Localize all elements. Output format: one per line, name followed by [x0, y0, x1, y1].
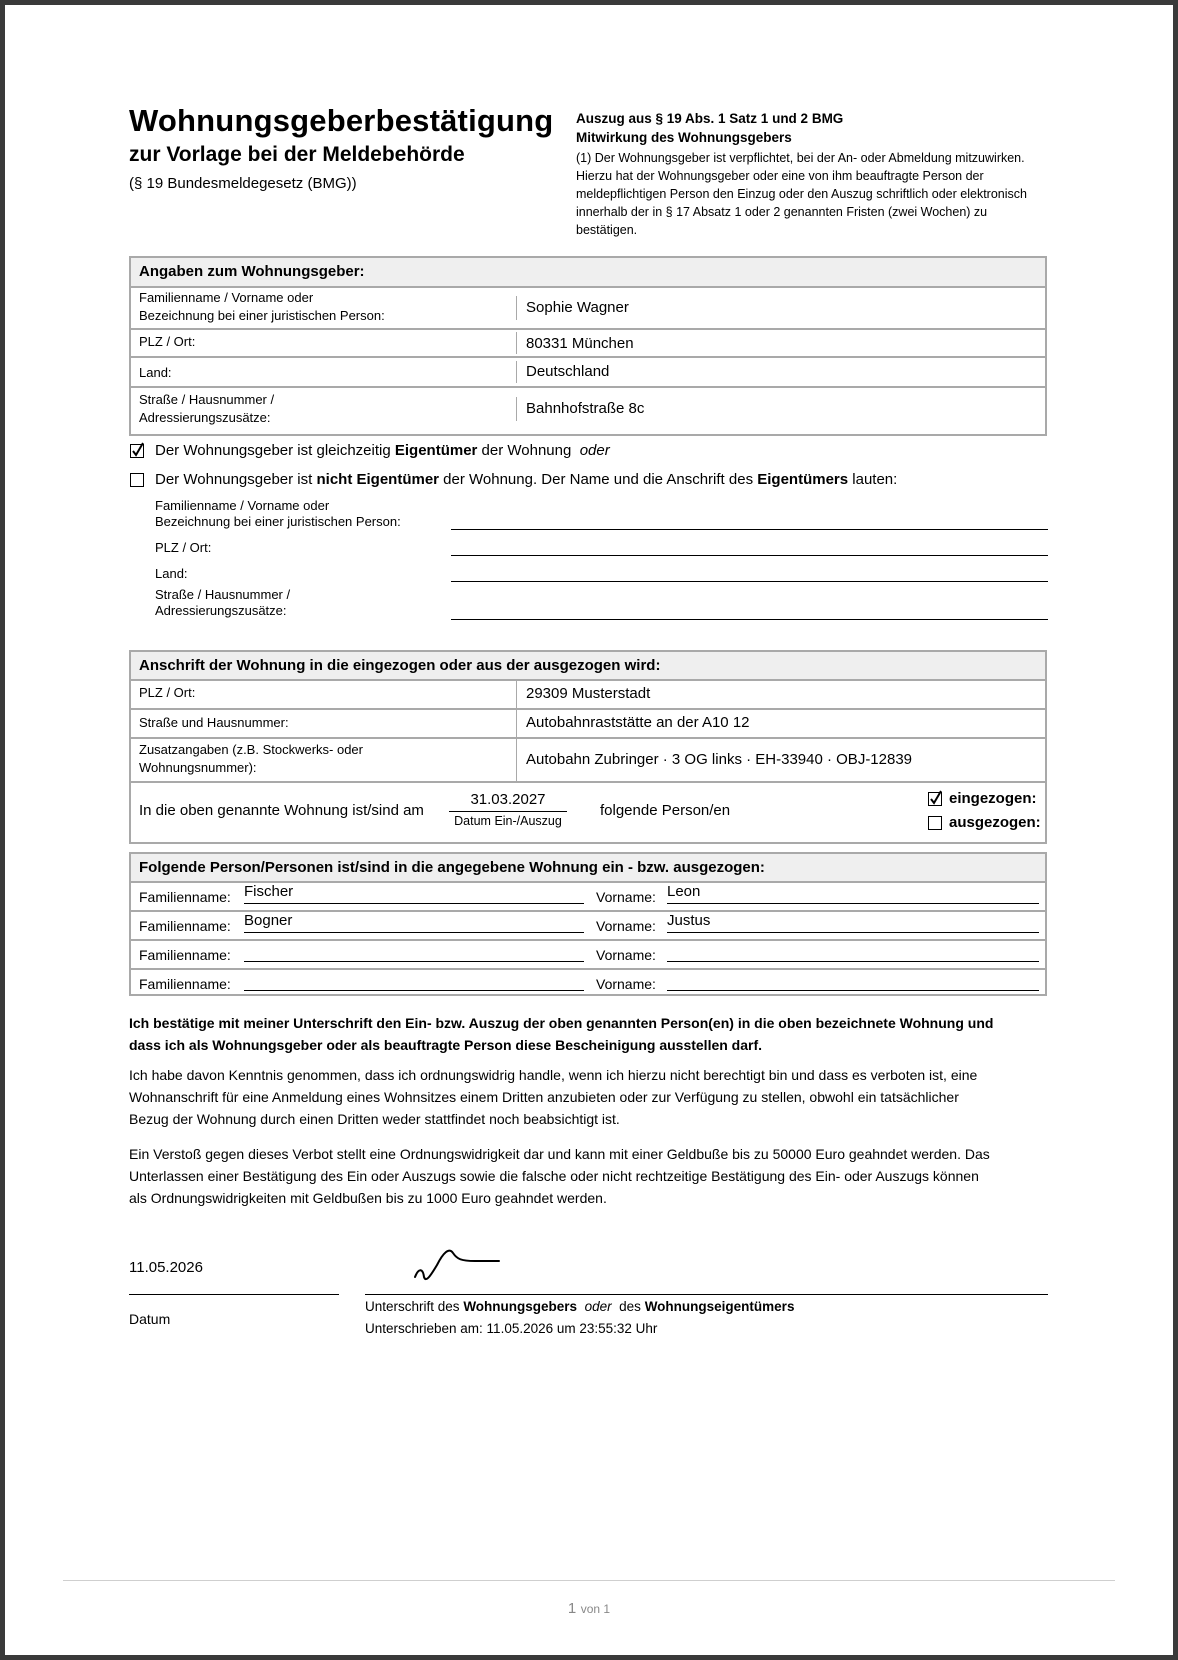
landlord-street-row: [131, 386, 1045, 434]
moved-in-label: eingezogen:: [949, 790, 1037, 807]
confirmation-paragraph-2: Ein Verstoß gegen dieses Verbot stellt eine Ordnungswidrigkeit dar und kann mit einer Geldbuße bis zu 50000 Euro geahndet werden. Das Unterlassen einer Bestätigung des Ein oder Auszugs sowie die falsche oder nicht rechtzeitige Bestätigung des Ein- oder Auszugs können als Ordnungswidrigkeiten mit Geldbußen bis zu 1000 Euro geahndet werden.: [129, 1146, 990, 1206]
apartment-extra-label: Zusatzangaben (z.B. Stockwerks- oder Wohnungsnummer):: [139, 742, 363, 775]
excerpt-line: (1) Der Wohnungsgeber ist verpflichtet, bei der An- oder Abmeldung mitzuwirken.: [576, 151, 1025, 165]
excerpt-line: meldepflichtigen Person den Einzug oder den Auszug schriftlich oder elektronisch: [576, 187, 1027, 201]
landlord-name-value: Sophie Wagner: [526, 299, 629, 316]
owner-country-field[interactable]: [451, 581, 1048, 582]
landlord-plz-row: [131, 328, 1045, 356]
law-reference: (§ 19 Bundesmeldegesetz (BMG)): [129, 175, 357, 192]
lastname-field[interactable]: [244, 961, 584, 962]
lastname-label: Familienname:: [139, 918, 231, 934]
signed-at-text: Unterschrieben am: 11.05.2026 um 23:55:32 Uhr: [365, 1321, 658, 1336]
firstname-field[interactable]: [667, 903, 1039, 904]
document-subtitle: zur Vorlage bei der Meldebehörde: [129, 143, 465, 166]
person-row: [131, 910, 1045, 939]
lastname-value: Bogner: [244, 912, 293, 929]
signature-field[interactable]: [365, 1294, 1048, 1295]
signature-label: Unterschrift des Wohnungsgebers oder des Wohnungseigentümers: [365, 1299, 795, 1314]
not-owner-statement: Der Wohnungsgeber ist nicht Eigentümer der Wohnung. Der Name und die Anschrift des Eigentümers lauten:: [155, 471, 898, 488]
moved-out-checkbox[interactable]: [928, 816, 942, 830]
firstname-value: Leon: [667, 883, 701, 900]
firstname-label: Vorname:: [596, 889, 656, 905]
landlord-section: [129, 256, 1047, 436]
owner-street-label: Straße / Hausnummer / Adressierungszusätze:: [155, 587, 291, 618]
confirmation-paragraph-1: Ich habe davon Kenntnis genommen, dass ich ordnungswidrig handle, wenn ich hierzu nicht berechtigt bin und dass es verboten ist, eine Wohnanschrift für eine Anmeldung eines Wohnsitzes einem Dritten anzubieten oder zur Verfügung zu stellen, obwohl ein tatsächlicher Bezug der Wohnung durch einen Dritten weder stattfindet noch beabsichtigt ist.: [129, 1067, 978, 1127]
landlord-name-label: Familienname / Vorname oder Bezeichnung bei einer juristischen Person:: [139, 290, 385, 323]
firstname-value: Justus: [667, 912, 711, 929]
landlord-name-row: [131, 286, 1045, 328]
persons-heading: Folgende Person/Personen ist/sind in die angegebene Wohnung ein - bzw. ausgezogen:: [131, 854, 1045, 881]
owner-plz-label: PLZ / Ort:: [155, 540, 212, 555]
apartment-plz-value: 29309 Musterstadt: [526, 685, 651, 702]
owner-name-field[interactable]: [451, 529, 1048, 530]
firstname-label: Vorname:: [596, 976, 656, 992]
move-date-field[interactable]: [449, 811, 567, 812]
landlord-street-value: Bahnhofstraße 8c: [526, 400, 645, 417]
lastname-label: Familienname:: [139, 947, 231, 963]
owner-country-label: Land:: [155, 566, 188, 581]
excerpt-title-2: Mitwirkung des Wohnungsgebers: [576, 130, 792, 145]
excerpt-line: innerhalb der in § 17 Absatz 1 oder 2 genannten Fristen (zwei Wochen) zu: [576, 205, 988, 219]
apartment-plz-row: [131, 679, 1045, 708]
confirmation-statement: Ich bestätige mit meiner Unterschrift den Ein- bzw. Auszug der oben genannten Person(en) in die oben bezeichnete Wohnung und dass ich als Wohnungsgeber oder als beauftragte Person diese Bescheinigung ausstellen darf.: [129, 1015, 994, 1053]
excerpt-title-1: Auszug aus § 19 Abs. 1 Satz 1 und 2 BMG: [576, 111, 844, 126]
landlord-plz-value: 80331 München: [526, 335, 634, 352]
owner-street-field[interactable]: [451, 619, 1048, 620]
excerpt-line: Hierzu hat der Wohnungsgeber oder eine von ihm beauftragte Person der: [576, 169, 984, 183]
owner-statement: Der Wohnungsgeber ist gleichzeitig Eigentümer der Wohnung oder: [155, 442, 610, 459]
lastname-field[interactable]: [244, 903, 584, 904]
apartment-section: [129, 650, 1047, 844]
landlord-plz-label: PLZ / Ort:: [139, 334, 196, 349]
apartment-street-row: [131, 708, 1045, 737]
page-of: von 1: [580, 1602, 611, 1616]
not-owner-checkbox[interactable]: [130, 473, 144, 487]
firstname-field[interactable]: [667, 990, 1039, 991]
signature-date-value: 11.05.2026: [129, 1259, 203, 1276]
excerpt-line: bestätigen.: [576, 223, 638, 237]
apartment-extra-value: Autobahn Zubringer · 3 OG links · EH-33940 · OBJ-12839: [526, 751, 913, 768]
move-date-value: 31.03.2027: [470, 791, 546, 808]
page-number: 1: [567, 1600, 577, 1617]
firstname-label: Vorname:: [596, 947, 656, 963]
signature-date-label: Datum: [129, 1311, 171, 1327]
owner-name-label: Familienname / Vorname oder Bezeichnung bei einer juristischen Person:: [155, 498, 401, 529]
footer-divider: [63, 1580, 1115, 1581]
apartment-plz-label: PLZ / Ort:: [139, 685, 196, 700]
handwritten-signature: [405, 1243, 505, 1287]
lastname-field[interactable]: [244, 932, 584, 933]
moved-out-label: ausgezogen:: [949, 814, 1041, 831]
excerpt-text: [576, 149, 1056, 239]
move-text-2: folgende Person/en: [600, 802, 731, 819]
lastname-value: Fischer: [244, 883, 294, 900]
lastname-field[interactable]: [244, 990, 584, 991]
move-text-1: In die oben genannte Wohnung ist/sind am: [139, 802, 424, 819]
owner-plz-field[interactable]: [451, 555, 1048, 556]
apartment-street-value: Autobahnraststätte an der A10 12: [526, 714, 750, 731]
landlord-country-label: Land:: [139, 365, 172, 380]
page-indicator: [5, 1600, 1173, 1618]
document-page: [5, 5, 1173, 1655]
landlord-country-row: [131, 356, 1045, 386]
landlord-country-value: Deutschland: [526, 363, 610, 380]
apartment-extra-row: [131, 737, 1045, 781]
move-row: [131, 781, 1045, 842]
firstname-field[interactable]: [667, 932, 1039, 933]
owner-checkbox[interactable]: [130, 444, 144, 458]
person-row: [131, 881, 1045, 910]
person-row: [131, 939, 1045, 968]
moved-in-checkbox[interactable]: [928, 792, 942, 806]
lastname-label: Familienname:: [139, 889, 231, 905]
lastname-label: Familienname:: [139, 976, 231, 992]
firstname-label: Vorname:: [596, 918, 656, 934]
firstname-field[interactable]: [667, 961, 1039, 962]
landlord-street-label: Straße / Hausnummer / Adressierungszusätze:: [139, 392, 275, 425]
signature-date-field[interactable]: [129, 1294, 339, 1295]
move-date-caption: Datum Ein-/Auszug: [454, 814, 562, 828]
persons-section: [129, 852, 1047, 996]
apartment-heading: Anschrift der Wohnung in die eingezogen oder aus der ausgezogen wird:: [131, 652, 1045, 679]
document-title: Wohnungsgeberbestätigung: [129, 103, 554, 138]
person-row: [131, 968, 1045, 995]
law-excerpt: [576, 109, 1056, 239]
landlord-heading: Angaben zum Wohnungsgeber:: [131, 258, 1045, 286]
persons-rows: [131, 881, 1045, 995]
apartment-street-label: Straße und Hausnummer:: [139, 715, 289, 730]
